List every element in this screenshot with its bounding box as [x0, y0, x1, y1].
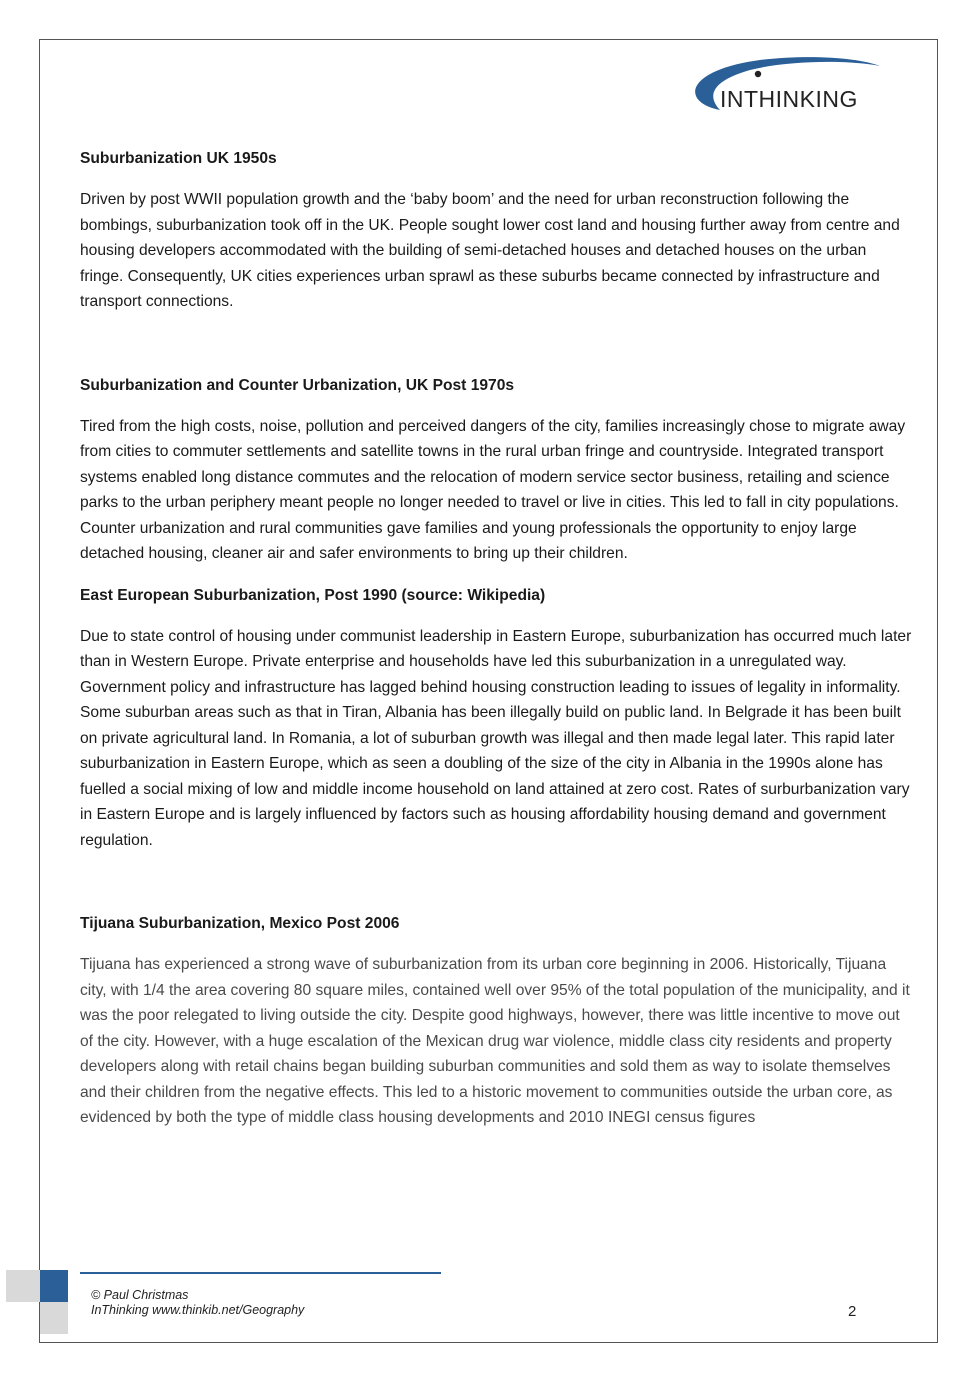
section-uk-1950s [80, 146, 912, 315]
section-heading: Tijuana Suburbanization, Mexico Post 2006 [80, 915, 400, 932]
section-heading: Suburbanization and Counter Urbanization, UK Post 1970s [80, 376, 515, 394]
section-tijuana [80, 911, 912, 1131]
page-number: 2 [848, 1303, 857, 1320]
section-heading: Suburbanization UK 1950s [80, 150, 277, 167]
footer-site: InThinking www.thinkib.net/Geography [91, 1303, 305, 1317]
footer-credits [91, 1288, 304, 1318]
section-uk-1970s [80, 373, 912, 567]
footer-decoration [40, 1302, 68, 1334]
footer-rule [80, 1272, 441, 1274]
footer-decoration [40, 1270, 68, 1302]
section-paragraph: Tijuana has experienced a strong wave of suburbanization from its urban core beginning in 2006. Historically, Tijuana city, with 1/4 the area covering 80 square miles, contained well over 95% of the total population of the municipality, and it was the poor relegated to living outside the city. Despite good highways, however, there was little incentive to move out of the city. However, with a huge escalation of the Mexican drug war violence, middle class city residents and property developers along with retail chains began building suburban communities and sold them as way to isolate themselves and their children from the negative effects. This led to a historic movement to communities outside the urban core, as evidenced by both the type of middle class housing developments and 2010 INEGI census figures [80, 956, 910, 1126]
logo-text: INTHINKING [720, 86, 858, 112]
section-paragraph: Tired from the high costs, noise, pollution and perceived dangers of the city, families increasingly chose to migrate away from cities to commuter settlements and satellite towns in the rural urban fringe and countryside. Integrated transport systems enabled long distance commutes and the relocation of modern service sector business, retailing and science parks to the urban periphery meant people no longer needed to travel or live in cities. This led to fall in city populations. Counter urbanization and rural communities gave families and young professionals the opportunity to enjoy large detached housing, cleaner air and safer environments to bring up their children. [80, 417, 906, 562]
section-paragraph: Driven by post WWII population growth and the ‘baby boom’ and the need for urban reconstruction following the bombings, suburbanization took off in the UK. People sought lower cost land and housing further away from centre and housing developers accommodated with the building of semi-detached houses and detached houses on the urban fringe. Consequently, UK cities experiences urban sprawl as these suburbs became connected by infrastructure and transport connections. [80, 191, 900, 310]
section-heading: East European Suburbanization, Post 1990 (source: Wikipedia) [80, 586, 546, 604]
document-body [80, 146, 912, 1131]
footer-copyright: © Paul Christmas [91, 1288, 189, 1302]
inthinking-logo [680, 52, 885, 122]
section-paragraph: Due to state control of housing under communist leadership in Eastern Europe, suburbanization has occurred much later than in Western Europe. Private enterprise and households have led this suburbanization in a unregulated way. Government policy and infrastructure has lagged behind housing construction leading to issues of legality in informality. Some suburban areas such as that in Tiran, Albania has been illegally build on public land. In Belgrade it has been built on private agricultural land. In Romania, a lot of suburban growth was illegal and then made legal later. This rapid later suburbanization in Eastern Europe, which as seen a doubling of the size of the city in Albania in the 1990s alone has fuelled a social mixing of low and middle income household on land attained at zero cost. Rates of surburbanization vary in Eastern Europe and is largely influenced by factors such as housing affordability housing demand and government regulation. [80, 627, 912, 849]
footer-decoration [6, 1270, 40, 1302]
section-east-europe [80, 583, 912, 854]
